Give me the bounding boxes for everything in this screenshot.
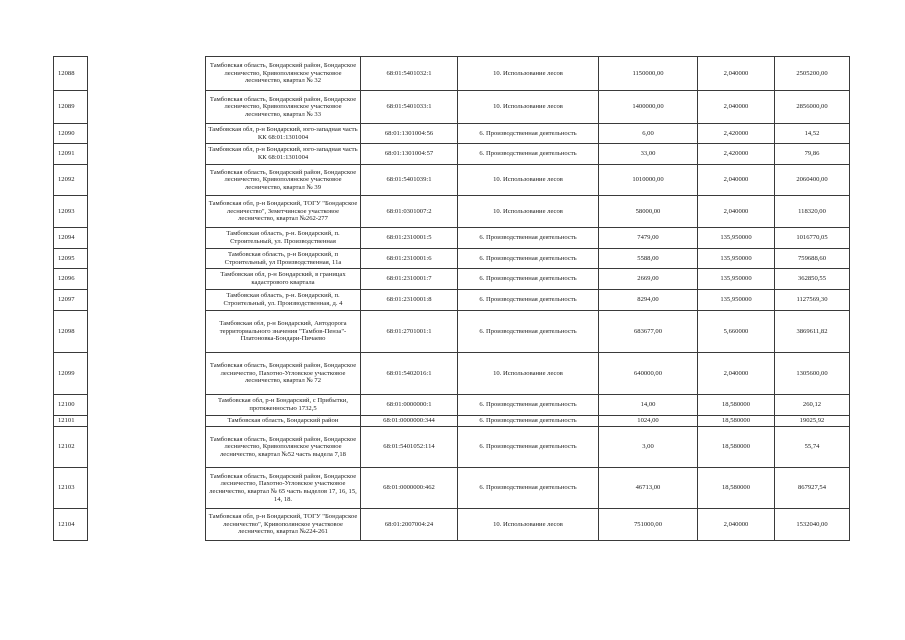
rate-cell: 2,040000 — [698, 509, 775, 541]
area-cell: 46713,00 — [599, 468, 698, 509]
cadastral-value-cell: 1532040,00 — [775, 509, 850, 541]
row-number-cell: 12096 — [54, 269, 88, 290]
row-number-cell: 12094 — [54, 228, 88, 249]
table-row — [54, 196, 850, 228]
rate-cell: 2,040000 — [698, 165, 775, 196]
rate-cell: 18,580000 — [698, 427, 775, 468]
cadastral-number-cell: 68:01:2310001:6 — [361, 249, 458, 269]
table-row — [54, 91, 850, 124]
cadastral-value-cell: 2856000,00 — [775, 91, 850, 124]
land-use-cell: 6. Производственная деятельность — [458, 468, 599, 509]
address-cell: Тамбовская обл, р-н Бондарский, в границах кадастрового квартала — [206, 269, 361, 290]
table-body — [54, 57, 850, 541]
cadastral-number-cell: 68:01:2007004:24 — [361, 509, 458, 541]
cadastral-number-cell: 68:01:2701001:1 — [361, 311, 458, 353]
row-number-cell: 12095 — [54, 249, 88, 269]
rate-cell: 18,580000 — [698, 416, 775, 427]
area-cell: 1024,00 — [599, 416, 698, 427]
spacer-cell — [88, 509, 206, 541]
rate-cell: 135,950000 — [698, 249, 775, 269]
cadastral-value-cell: 1016770,05 — [775, 228, 850, 249]
area-cell: 640000,00 — [599, 353, 698, 395]
rate-cell: 135,950000 — [698, 269, 775, 290]
land-use-cell: 6. Производственная деятельность — [458, 395, 599, 416]
address-cell: Тамбовская область, р-н. Бондарский, п. Строительный, ул. Производственная, д. 4 — [206, 290, 361, 311]
rate-cell: 2,040000 — [698, 57, 775, 91]
land-use-cell: 6. Производственная деятельность — [458, 290, 599, 311]
table-row — [54, 509, 850, 541]
area-cell: 6,00 — [599, 124, 698, 144]
area-cell: 58000,00 — [599, 196, 698, 228]
spacer-cell — [88, 144, 206, 165]
row-number-cell: 12099 — [54, 353, 88, 395]
cadastral-number-cell: 68:01:5401033:1 — [361, 91, 458, 124]
address-cell: Тамбовская область, Бондарский район, Бондарское лесничество, Кривополянское участковое лесничество, квартал № 39 — [206, 165, 361, 196]
spacer-cell — [88, 57, 206, 91]
cadastral-value-cell: 260,12 — [775, 395, 850, 416]
spacer-cell — [88, 249, 206, 269]
table-row — [54, 124, 850, 144]
table-row — [54, 269, 850, 290]
cadastral-value-cell: 79,86 — [775, 144, 850, 165]
cadastral-value-cell: 3869611,82 — [775, 311, 850, 353]
spacer-cell — [88, 416, 206, 427]
table-row — [54, 311, 850, 353]
spacer-cell — [88, 269, 206, 290]
row-number-cell: 12091 — [54, 144, 88, 165]
cadastral-number-cell: 68:01:2310001:8 — [361, 290, 458, 311]
spacer-cell — [88, 468, 206, 509]
land-use-cell: 10. Использование лесов — [458, 165, 599, 196]
area-cell: 751000,00 — [599, 509, 698, 541]
address-cell: Тамбовская область, Бондарский район — [206, 416, 361, 427]
table-row — [54, 416, 850, 427]
cadastral-number-cell: 68:01:0000000:1 — [361, 395, 458, 416]
cadastral-number-cell: 68:01:2310001:5 — [361, 228, 458, 249]
rate-cell: 135,950000 — [698, 228, 775, 249]
area-cell: 14,00 — [599, 395, 698, 416]
rate-cell: 2,420000 — [698, 144, 775, 165]
area-cell: 5588,00 — [599, 249, 698, 269]
cadastral-number-cell: 68:01:5401052:114 — [361, 427, 458, 468]
cadastral-number-cell: 68:01:0301007:2 — [361, 196, 458, 228]
land-use-cell: 10. Использование лесов — [458, 196, 599, 228]
land-use-cell: 6. Производственная деятельность — [458, 427, 599, 468]
cadastral-number-cell: 68:01:1301004:57 — [361, 144, 458, 165]
cadastral-value-cell: 55,74 — [775, 427, 850, 468]
cadastral-number-cell: 68:01:0000000:462 — [361, 468, 458, 509]
spacer-cell — [88, 165, 206, 196]
address-cell: Тамбовская область, Бондарский район, Бондарское лесничество, Кривополянское участковое лесничество, квартал № 33 — [206, 91, 361, 124]
row-number-cell: 12102 — [54, 427, 88, 468]
cadastral-value-cell: 759688,60 — [775, 249, 850, 269]
row-number-cell: 12103 — [54, 468, 88, 509]
table-row — [54, 468, 850, 509]
row-number-cell: 12088 — [54, 57, 88, 91]
land-use-cell: 10. Использование лесов — [458, 91, 599, 124]
cadastral-value-cell: 362850,55 — [775, 269, 850, 290]
rate-cell: 2,040000 — [698, 196, 775, 228]
row-number-cell: 12100 — [54, 395, 88, 416]
area-cell: 2669,00 — [599, 269, 698, 290]
spacer-cell — [88, 290, 206, 311]
table-row — [54, 249, 850, 269]
land-use-cell: 6. Производственная деятельность — [458, 249, 599, 269]
spacer-cell — [88, 196, 206, 228]
cadastral-value-cell: 118320,00 — [775, 196, 850, 228]
address-cell: Тамбовская область, Бондарский район, Бондарское лесничество, Кривополянское участковое лесничество, квартал №52 часть выдела 7,18 — [206, 427, 361, 468]
land-use-cell: 10. Использование лесов — [458, 57, 599, 91]
spacer-cell — [88, 395, 206, 416]
rate-cell: 18,580000 — [698, 395, 775, 416]
area-cell: 1010000,00 — [599, 165, 698, 196]
address-cell: Тамбовская область, Бондарский район, Бондарское лесничество, Кривополянское участковое лесничество, квартал № 32 — [206, 57, 361, 91]
address-cell: Тамбовская область, Бондарский район, Бондарское лесничество, Пахотно-Угловское участковое лесничество, квартал № 65 часть выделов 17, 16, 15, 14, 18. — [206, 468, 361, 509]
area-cell: 1150000,00 — [599, 57, 698, 91]
address-cell: Тамбовская обл, р-н Бондарский, ТОГУ "Бондарское лесничество", Земетчинское участковое лесничество, квартал №262-277 — [206, 196, 361, 228]
row-number-cell: 12090 — [54, 124, 88, 144]
table-row — [54, 353, 850, 395]
land-use-cell: 6. Производственная деятельность — [458, 416, 599, 427]
land-use-cell: 6. Производственная деятельность — [458, 269, 599, 290]
address-cell: Тамбовская обл, р-н Бондарский, с Прибытки, протяженностью 1732,5 — [206, 395, 361, 416]
table-row — [54, 427, 850, 468]
row-number-cell: 12098 — [54, 311, 88, 353]
land-registry-table — [53, 56, 850, 541]
cadastral-value-cell: 19025,92 — [775, 416, 850, 427]
table-row — [54, 290, 850, 311]
cadastral-value-cell: 2505200,00 — [775, 57, 850, 91]
land-use-cell: 6. Производственная деятельность — [458, 228, 599, 249]
row-number-cell: 12089 — [54, 91, 88, 124]
table-row — [54, 165, 850, 196]
area-cell: 7479,00 — [599, 228, 698, 249]
address-cell: Тамбовская обл, р-н Бондарский, ТОГУ "Бондарское лесничество", Кривополянское участковое лесничество, квартал №224-261 — [206, 509, 361, 541]
cadastral-number-cell: 68:01:5401039:1 — [361, 165, 458, 196]
spacer-cell — [88, 228, 206, 249]
row-number-cell: 12093 — [54, 196, 88, 228]
area-cell: 33,00 — [599, 144, 698, 165]
row-number-cell: 12104 — [54, 509, 88, 541]
spacer-cell — [88, 124, 206, 144]
cadastral-number-cell: 68:01:5402016:1 — [361, 353, 458, 395]
address-cell: Тамбовская обл, р-н Бондарский, юго-западная часть КК 68:01:1301004 — [206, 124, 361, 144]
area-cell: 683677,00 — [599, 311, 698, 353]
spacer-cell — [88, 353, 206, 395]
area-cell: 3,00 — [599, 427, 698, 468]
address-cell: Тамбовская область, р-н. Бондарский, п. Строительный, ул. Производственная — [206, 228, 361, 249]
row-number-cell: 12092 — [54, 165, 88, 196]
rate-cell: 2,040000 — [698, 353, 775, 395]
row-number-cell: 12101 — [54, 416, 88, 427]
address-cell: Тамбовская область, Бондарский район, Бондарское лесничество, Пахотно-Угловское участковое лесничество, квартал № 72 — [206, 353, 361, 395]
table-row — [54, 57, 850, 91]
area-cell: 1400000,00 — [599, 91, 698, 124]
cadastral-number-cell: 68:01:2310001:7 — [361, 269, 458, 290]
table-row — [54, 228, 850, 249]
cadastral-number-cell: 68:01:5401032:1 — [361, 57, 458, 91]
address-cell: Тамбовская обл, р-н Бондарский, юго-западная часть КК 68:01:1301004 — [206, 144, 361, 165]
rate-cell: 18,580000 — [698, 468, 775, 509]
cadastral-value-cell: 1305600,00 — [775, 353, 850, 395]
rate-cell: 2,420000 — [698, 124, 775, 144]
cadastral-value-cell: 1127569,30 — [775, 290, 850, 311]
row-number-cell: 12097 — [54, 290, 88, 311]
cadastral-number-cell: 68:01:1301004:56 — [361, 124, 458, 144]
cadastral-value-cell: 2060400,00 — [775, 165, 850, 196]
cadastral-value-cell: 867927,54 — [775, 468, 850, 509]
table-row — [54, 144, 850, 165]
area-cell: 8294,00 — [599, 290, 698, 311]
land-use-cell: 6. Производственная деятельность — [458, 124, 599, 144]
land-use-cell: 6. Производственная деятельность — [458, 311, 599, 353]
spacer-cell — [88, 427, 206, 468]
rate-cell: 2,040000 — [698, 91, 775, 124]
spacer-cell — [88, 91, 206, 124]
land-use-cell: 10. Использование лесов — [458, 353, 599, 395]
address-cell: Тамбовская обл, р-н Бондарский, Автодорога территориального значения "Тамбов-Пенза"-Платоновка-Бондари-Пичаево — [206, 311, 361, 353]
land-use-cell: 6. Производственная деятельность — [458, 144, 599, 165]
spacer-cell — [88, 311, 206, 353]
cadastral-value-cell: 14,52 — [775, 124, 850, 144]
land-use-cell: 10. Использование лесов — [458, 509, 599, 541]
table-row — [54, 395, 850, 416]
rate-cell: 5,660000 — [698, 311, 775, 353]
rate-cell: 135,950000 — [698, 290, 775, 311]
address-cell: Тамбовская область, р-н Бондарский, п Строительный, ул Производственная, 11а — [206, 249, 361, 269]
cadastral-number-cell: 68:01:0000000:344 — [361, 416, 458, 427]
